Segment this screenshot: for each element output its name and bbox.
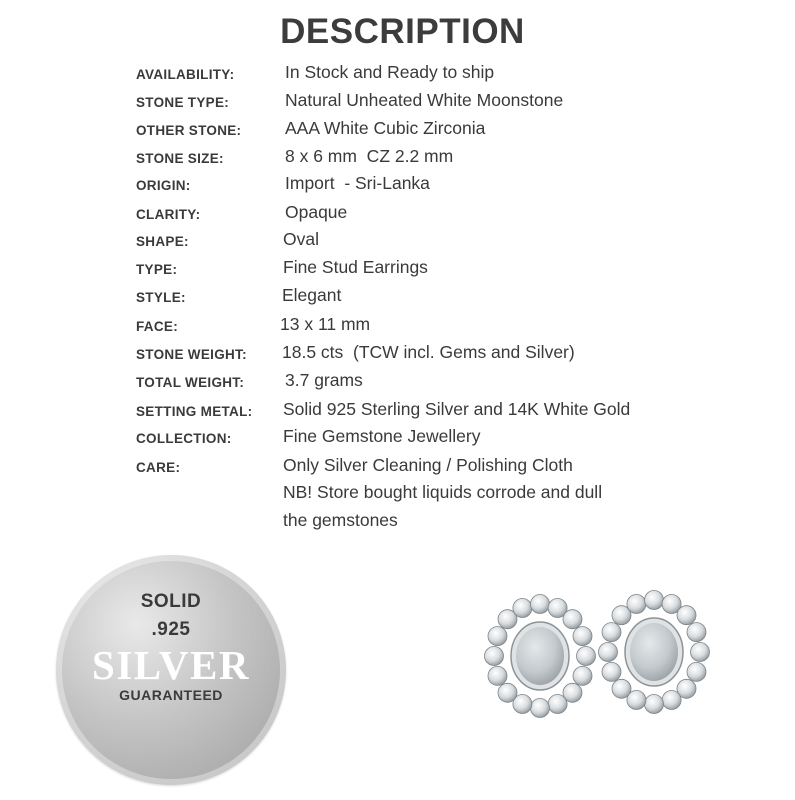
- spec-row-other-stone: [0, 118, 795, 142]
- spec-row-stone-type: [0, 90, 795, 114]
- spec-row-availability: [0, 62, 795, 86]
- spec-value: 18.5 cts (TCW incl. Gems and Silver): [282, 342, 575, 362]
- badge-line-925: .925: [151, 619, 191, 640]
- spec-label: AVAILABILITY:: [136, 67, 235, 82]
- spec-label: TYPE:: [136, 262, 178, 277]
- spec-value: Only Silver Cleaning / Polishing Cloth: [283, 455, 573, 475]
- spec-label: STYLE:: [136, 290, 186, 305]
- spec-value: Fine Gemstone Jewellery: [283, 426, 481, 446]
- cubic-zirconia-stone: [573, 627, 592, 646]
- spec-row-type: [0, 257, 795, 281]
- spec-row-stone-weight: [0, 342, 795, 366]
- spec-row-face: [0, 314, 795, 338]
- spec-row-shape: [0, 229, 795, 253]
- cubic-zirconia-stone: [563, 610, 582, 629]
- spec-label: COLLECTION:: [136, 431, 232, 446]
- spec-row-setting-metal: [0, 399, 795, 423]
- spec-label: OTHER STONE:: [136, 123, 242, 138]
- spec-row-total-weight: [0, 370, 795, 394]
- cubic-zirconia-stone: [548, 695, 567, 714]
- spec-label: STONE WEIGHT:: [136, 347, 247, 362]
- spec-row-care: [0, 455, 795, 479]
- cubic-zirconia-stone: [513, 599, 532, 618]
- page-title: DESCRIPTION: [280, 12, 525, 51]
- cubic-zirconia-stone: [488, 666, 507, 685]
- spec-row-stone-size: [0, 146, 795, 170]
- spec-label: CARE:: [136, 460, 181, 475]
- moonstone: [516, 627, 564, 685]
- cubic-zirconia-stone: [687, 623, 706, 642]
- spec-label: STONE TYPE:: [136, 95, 230, 110]
- moonstone: [630, 623, 678, 681]
- spec-row-origin: [0, 173, 795, 197]
- spec-label: ORIGIN:: [136, 178, 191, 193]
- spec-label: SHAPE:: [136, 234, 189, 249]
- cubic-zirconia-stone: [577, 647, 596, 666]
- cubic-zirconia-stone: [645, 591, 664, 610]
- cubic-zirconia-stone: [602, 662, 621, 681]
- spec-row-clarity: [0, 202, 795, 226]
- cubic-zirconia-stone: [485, 647, 504, 666]
- cubic-zirconia-stone: [602, 623, 621, 642]
- cubic-zirconia-stone: [488, 627, 507, 646]
- earring-right: [599, 591, 710, 714]
- cubic-zirconia-stone: [531, 699, 550, 718]
- spec-label: SETTING METAL:: [136, 404, 253, 419]
- spec-row-style: [0, 285, 795, 309]
- earrings-image: [462, 574, 732, 734]
- badge-line-solid: SOLID: [140, 591, 202, 612]
- spec-value: Natural Unheated White Moonstone: [285, 90, 564, 110]
- spec-label: STONE SIZE:: [136, 151, 224, 166]
- cubic-zirconia-stone: [599, 643, 618, 662]
- cubic-zirconia-stone: [612, 679, 631, 698]
- spec-value: Elegant: [282, 285, 342, 305]
- spec-row-collection: [0, 426, 795, 450]
- spec-value: AAA White Cubic Zirconia: [285, 118, 486, 138]
- cubic-zirconia-stone: [687, 662, 706, 681]
- cubic-zirconia-stone: [627, 595, 646, 614]
- cubic-zirconia-stone: [498, 683, 517, 702]
- spec-label: FACE:: [136, 319, 178, 334]
- spec-value: 13 x 11 mm: [280, 314, 371, 334]
- spec-value: Solid 925 Sterling Silver and 14K White Gold: [283, 399, 631, 419]
- spec-value: Opaque: [285, 202, 348, 222]
- badge-line-silver: SILVER: [92, 642, 250, 688]
- care-note-line: the gemstones: [283, 510, 398, 530]
- cubic-zirconia-stone: [691, 643, 710, 662]
- spec-label: TOTAL WEIGHT:: [136, 375, 245, 390]
- cubic-zirconia-stone: [531, 595, 550, 614]
- care-note-line: NB! Store bought liquids corrode and dull: [283, 482, 603, 502]
- spec-value: 3.7 grams: [285, 370, 363, 390]
- cubic-zirconia-stone: [677, 606, 696, 625]
- cubic-zirconia-stone: [645, 695, 664, 714]
- badge-line-guaranteed: GUARANTEED: [119, 687, 223, 703]
- spec-value: Fine Stud Earrings: [283, 257, 428, 277]
- spec-value: 8 x 6 mm CZ 2.2 mm: [285, 146, 454, 166]
- cubic-zirconia-stone: [662, 691, 681, 710]
- earring-left: [485, 595, 596, 718]
- spec-value: Import - Sri-Lanka: [285, 173, 430, 193]
- spec-value: In Stock and Ready to ship: [285, 62, 495, 82]
- silver-guarantee-badge: [56, 555, 286, 785]
- spec-value: Oval: [283, 229, 319, 249]
- spec-label: CLARITY:: [136, 207, 201, 222]
- cubic-zirconia-stone: [573, 666, 592, 685]
